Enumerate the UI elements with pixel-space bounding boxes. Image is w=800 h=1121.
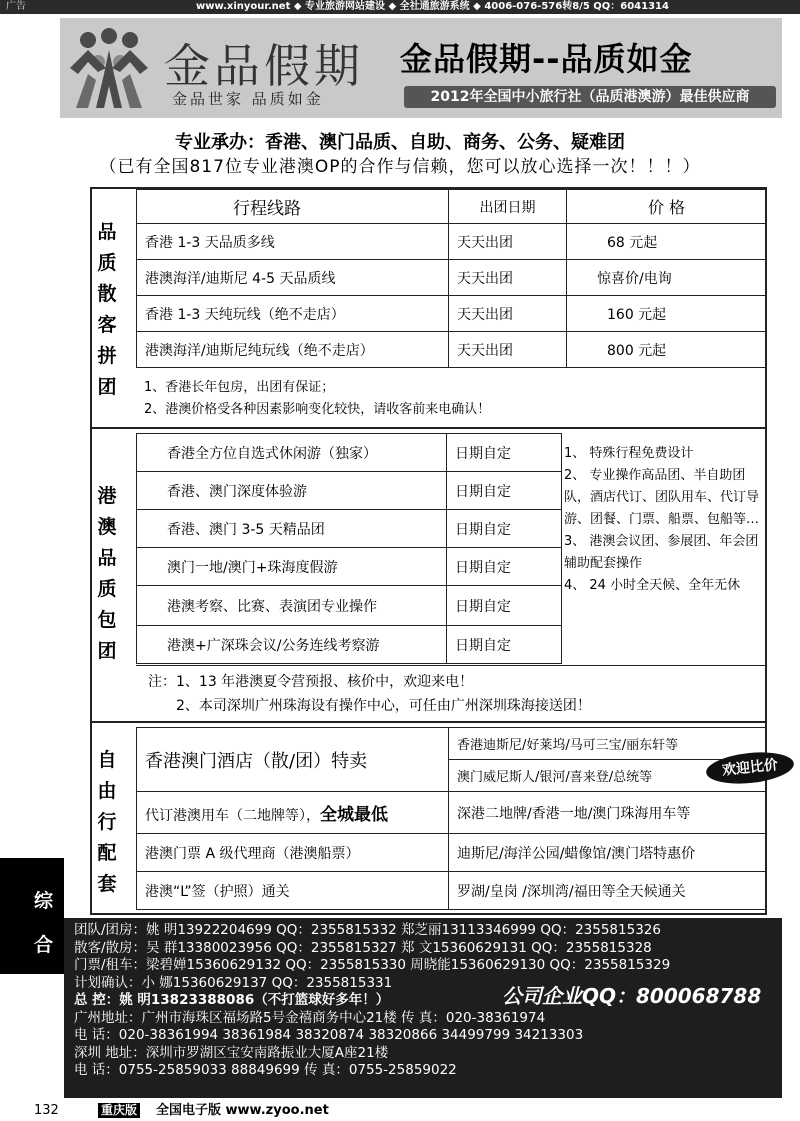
- service-cell: 港澳“L”签（护照）通关: [137, 872, 449, 910]
- service-item: 4、 24 小时全天候、全年无休: [564, 578, 741, 593]
- side-tab-char: 综: [34, 890, 54, 912]
- page-number: 132: [34, 1103, 59, 1118]
- table-row: [137, 548, 562, 586]
- service-cell: 代订港澳用车（二地牌等），全城最低: [137, 792, 449, 834]
- service-detail-cell: 深港二地牌/香港一地/澳门珠海用车等: [449, 792, 767, 834]
- date-cell: 天天出团: [449, 260, 567, 296]
- section-private-group: [90, 429, 767, 723]
- contact-row: 计划确认：小 娜15360629137 QQ：2355815331: [74, 974, 393, 991]
- route-cell: 香港、澳门 3-5 天精品团: [137, 510, 447, 548]
- date-cell: 日期自定: [447, 586, 562, 626]
- price-cell: 800 元起: [567, 332, 767, 368]
- header-price: 价 格: [567, 190, 767, 224]
- service-item: 2、 专业操作高品团、半自助团队，酒店代订、团队用车、代订导游、团餐、门票、船票、包船等…: [564, 468, 760, 527]
- table-row: [137, 834, 767, 872]
- note-line: 1、香港长年包房，出团有保证；: [144, 380, 335, 395]
- table-row: [137, 728, 767, 760]
- section2-label: 港澳品质包团: [97, 485, 117, 662]
- hotel-item: 澳门威尼斯人/银河/喜来登/总统等: [449, 760, 767, 792]
- brand-name: 金品假期: [164, 39, 364, 93]
- brand-slogan: 金品世家 品质如金: [172, 90, 324, 108]
- table-row: [137, 434, 562, 472]
- intro-headline: 专业承办：香港、澳门品质、自助、商务、公务、疑难团: [175, 132, 625, 153]
- page-title: 金品假期--品质如金: [400, 40, 693, 78]
- intro-tagline: （已有全国817位专业港澳OP的合作与信赖，您可以放心选择一次！！！）: [99, 157, 701, 177]
- contact-row: 电 话：0755-25859033 88849699 传 真：0755-25859022: [74, 1062, 457, 1078]
- table-row: [137, 792, 767, 834]
- contact-row: 门票/租车：梁碧婵15360629132 QQ：2355815330 周晓能15360629130 QQ：2355815329: [74, 957, 671, 973]
- section-free-travel: [90, 723, 767, 915]
- service-item: 1、 特殊行程免费设计: [564, 446, 694, 461]
- route-cell: 香港全方位自选式休闲游（独家）: [137, 434, 447, 472]
- hotel-title: 香港澳门酒店（散/团）特卖: [137, 728, 449, 792]
- date-cell: 天天出团: [449, 224, 567, 260]
- logo-people-icon: [66, 28, 152, 112]
- date-cell: 日期自定: [447, 472, 562, 510]
- route-cell: 港澳海洋/迪斯尼纯玩线（绝不走店）: [137, 332, 449, 368]
- date-cell: 日期自定: [447, 548, 562, 586]
- table-row: [137, 224, 767, 260]
- section2-services: [564, 443, 762, 597]
- route-cell: 港澳海洋/迪斯尼 4-5 天品质线: [137, 260, 449, 296]
- section3-table: [136, 727, 767, 910]
- table-row: [137, 626, 562, 664]
- contact-row: 团队/团房：姚 明13922204699 QQ：2355815332 郑芝丽13113346999 QQ：2355815326: [74, 922, 661, 938]
- table-row: [137, 472, 562, 510]
- contact-row: 电 话：020-38361994 38361984 38320874 38320866 34499799 34213303: [74, 1027, 584, 1043]
- table-row: [137, 510, 562, 548]
- route-cell: 香港 1-3 天品质多线: [137, 224, 449, 260]
- table-row: [137, 260, 767, 296]
- footer-site[interactable]: 全国电子版 www.zyoo.net: [156, 1103, 329, 1118]
- route-cell: 香港、澳门深度体验游: [137, 472, 447, 510]
- service-item: 3、 港澳会议团、参展团、年会团辅助配套操作: [564, 534, 759, 571]
- category-side-tab: [0, 858, 64, 974]
- date-cell: 天天出团: [449, 296, 567, 332]
- price-cell: 160 元起: [567, 296, 767, 332]
- ad-links[interactable]: www.xinyour.net ◆ 专业旅游网站建设 ◆ 全社通旅游系统 ◆ 4006-076-576转8/5 QQ：6041314: [196, 1, 669, 12]
- route-cell: 香港 1-3 天纯玩线（绝不走店）: [137, 296, 449, 332]
- service-detail-cell: 迪斯尼/海洋公园/蜡像馆/澳门塔特惠价: [449, 834, 767, 872]
- service-detail-cell: 罗湖/皇岗 /深圳湾/福田等全天候通关: [449, 872, 767, 910]
- header-route: 行程线路: [137, 190, 449, 224]
- price-cell: 68 元起: [567, 224, 767, 260]
- top-ad-bar: [0, 0, 800, 14]
- route-cell: 港澳+广深珠会议/公务连线考察游: [137, 626, 447, 664]
- header-date: 出团日期: [449, 190, 567, 224]
- company-qq: 公司企业QQ：800068788: [502, 984, 762, 1008]
- date-cell: 日期自定: [447, 510, 562, 548]
- page-subtitle: 2012年全国中小旅行社（品质港澳游）最佳供应商: [404, 86, 776, 108]
- route-cell: 港澳考察、比赛、表演团专业操作: [137, 586, 447, 626]
- table-row: [137, 586, 562, 626]
- service-cell: 港澳门票 A 级代理商（港澳船票）: [137, 834, 449, 872]
- side-tab-char: 合: [34, 934, 54, 956]
- section3-label: 自由行配套: [97, 749, 117, 895]
- date-cell: 天天出团: [449, 332, 567, 368]
- compare-price-badge: 欢迎比价: [705, 748, 796, 787]
- hotel-item: 香港迪斯尼/好莱坞/马可三宝/丽东轩等: [449, 728, 767, 760]
- contact-row: 广州地址：广州市海珠区福场路5号金禧商务中心21楼 传 真：020-38361974: [74, 1009, 546, 1026]
- contact-row: 总 控：姚 明13823388086（不打篮球好多年！）: [74, 992, 390, 1008]
- section1-notes: [144, 377, 490, 421]
- table-row: [137, 872, 767, 910]
- table-row: [137, 332, 767, 368]
- table-row: [137, 296, 767, 332]
- contact-row: 深圳 地址：深圳市罗湖区宝安南路振业大厦A座21楼: [74, 1044, 389, 1061]
- header-banner: [60, 18, 782, 120]
- date-cell: 日期自定: [447, 434, 562, 472]
- contact-row: 散客/散房：吴 群13380023956 QQ：2355815327 郑 文15360629131 QQ：2355815328: [74, 939, 652, 956]
- note-line: 2、本司深圳广州珠海设有操作中心，可任由广州深圳珠海接送团！: [176, 698, 591, 714]
- section2-table: [136, 433, 562, 664]
- edition-label: 重庆版: [98, 1103, 140, 1118]
- ad-label: 广告: [6, 1, 26, 12]
- date-cell: 日期自定: [447, 626, 562, 664]
- note-line: 2、港澳价格受各种因素影响变化较快，请收客前来电确认！: [144, 402, 491, 417]
- page-footer: [0, 1100, 800, 1121]
- price-cell: 惊喜价/电询: [567, 260, 767, 296]
- section1-table: [136, 189, 767, 368]
- note-line: 注：1、13 年港澳夏令营预报、核价中，欢迎来电！: [148, 674, 474, 690]
- contact-block: [64, 918, 782, 1098]
- section-scattered-group: [90, 187, 767, 429]
- section1-label: 品质散客拼团: [97, 221, 117, 398]
- section2-notes: [136, 665, 767, 721]
- route-cell: 澳门一地/澳门+珠海度假游: [137, 548, 447, 586]
